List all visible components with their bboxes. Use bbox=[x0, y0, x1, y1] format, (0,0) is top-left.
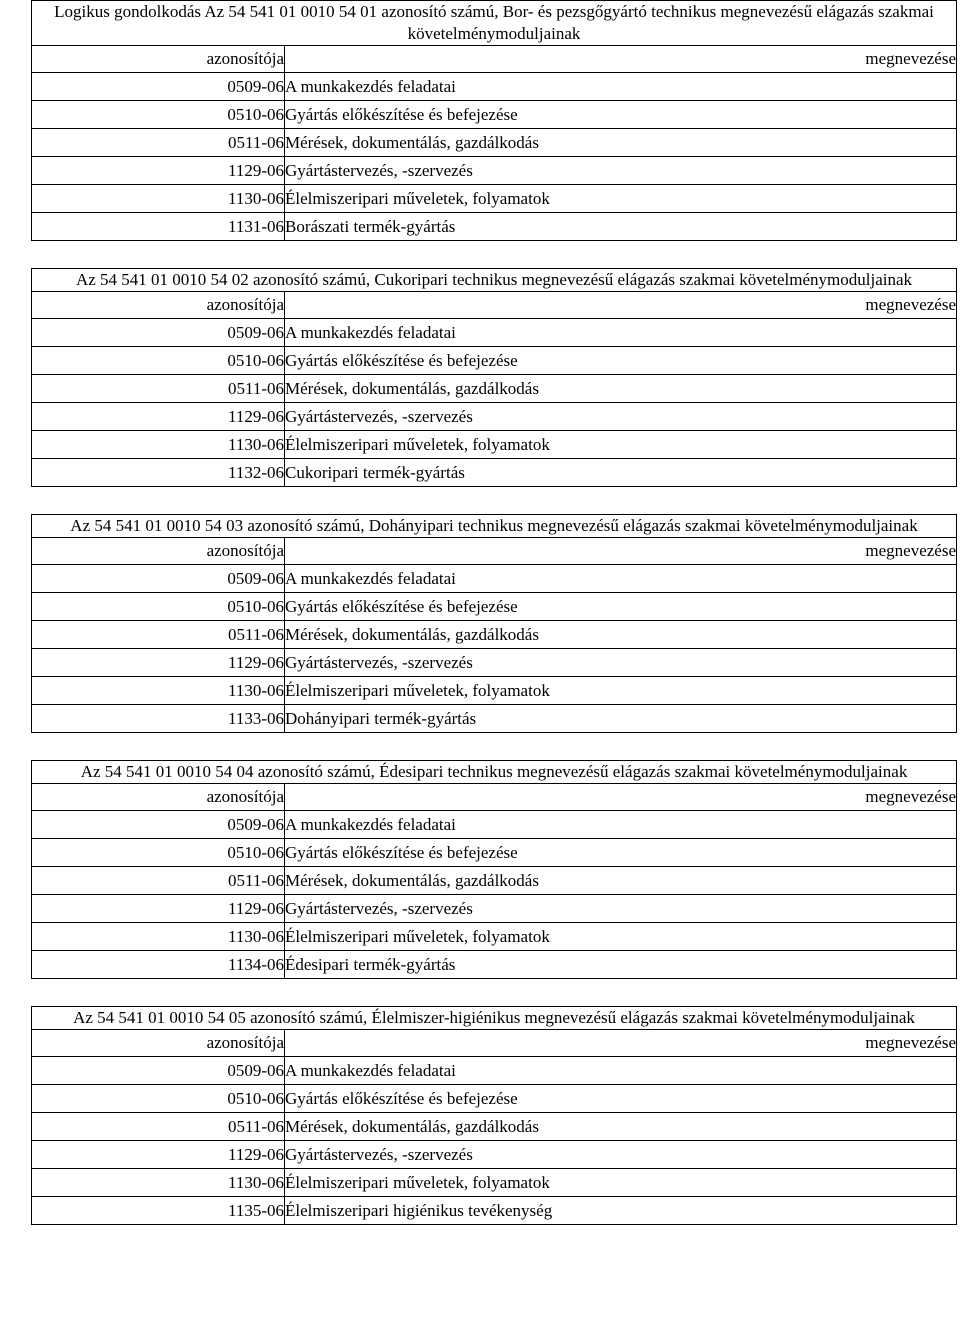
table-row bbox=[32, 1197, 957, 1225]
module-id-cell: 1133-06 bbox=[32, 705, 285, 733]
table-row bbox=[32, 593, 957, 621]
document-page bbox=[31, 0, 956, 1225]
table-header-row bbox=[32, 1030, 957, 1057]
module-id-cell: 1129-06 bbox=[32, 649, 285, 677]
table-header-row bbox=[32, 46, 957, 73]
table-title: Logikus gondolkodás Az 54 541 01 0010 54 01 azonosító számú, Bor- és pezsgőgyártó technikus megnevezésű elágazás szakmai követelménymoduljainak bbox=[32, 1, 957, 46]
table-title-row bbox=[32, 761, 957, 784]
table-title: Az 54 541 01 0010 54 05 azonosító számú, Élelmiszer-higiénikus megnevezésű elágazás szakmai követelménymoduljainak bbox=[32, 1007, 957, 1030]
module-id-cell: 1134-06 bbox=[32, 951, 285, 979]
module-id-cell: 1130-06 bbox=[32, 185, 285, 213]
table-title: Az 54 541 01 0010 54 02 azonosító számú, Cukoripari technikus megnevezésű elágazás szakmai követelménymoduljainak bbox=[32, 269, 957, 292]
table-row bbox=[32, 319, 957, 347]
table-title: Az 54 541 01 0010 54 03 azonosító számú, Dohányipari technikus megnevezésű elágazás szakmai követelménymoduljainak bbox=[32, 515, 957, 538]
module-name-cell: Gyártás előkészítése és befejezése bbox=[285, 839, 957, 867]
module-name-cell: A munkakezdés feladatai bbox=[285, 565, 957, 593]
module-id-cell: 1135-06 bbox=[32, 1197, 285, 1225]
table-row bbox=[32, 923, 957, 951]
module-name-cell: Mérések, dokumentálás, gazdálkodás bbox=[285, 129, 957, 157]
table-title-row bbox=[32, 1007, 957, 1030]
module-name-cell: Borászati termék-gyártás bbox=[285, 213, 957, 241]
module-name-cell: Mérések, dokumentálás, gazdálkodás bbox=[285, 1113, 957, 1141]
column-header-name: megnevezése bbox=[285, 46, 957, 73]
module-table bbox=[31, 760, 957, 979]
table-row bbox=[32, 431, 957, 459]
table-row bbox=[32, 185, 957, 213]
module-id-cell: 1130-06 bbox=[32, 431, 285, 459]
module-name-cell: Élelmiszeripari higiénikus tevékenység bbox=[285, 1197, 957, 1225]
module-id-cell: 1129-06 bbox=[32, 1141, 285, 1169]
table-spacer bbox=[31, 979, 956, 1006]
module-id-cell: 1130-06 bbox=[32, 677, 285, 705]
module-name-cell: Mérések, dokumentálás, gazdálkodás bbox=[285, 621, 957, 649]
table-spacer bbox=[31, 733, 956, 760]
module-name-cell: Gyártástervezés, -szervezés bbox=[285, 649, 957, 677]
module-name-cell: Gyártás előkészítése és befejezése bbox=[285, 347, 957, 375]
table-row bbox=[32, 1141, 957, 1169]
module-name-cell: Élelmiszeripari műveletek, folyamatok bbox=[285, 185, 957, 213]
module-name-cell: Gyártás előkészítése és befejezése bbox=[285, 1085, 957, 1113]
module-name-cell: Gyártástervezés, -szervezés bbox=[285, 403, 957, 431]
table-spacer bbox=[31, 241, 956, 268]
table-header-row bbox=[32, 784, 957, 811]
module-id-cell: 0509-06 bbox=[32, 1057, 285, 1085]
module-id-cell: 0511-06 bbox=[32, 1113, 285, 1141]
table-row bbox=[32, 157, 957, 185]
table-row bbox=[32, 867, 957, 895]
module-name-cell: Gyártás előkészítése és befejezése bbox=[285, 593, 957, 621]
table-row bbox=[32, 403, 957, 431]
table-row bbox=[32, 895, 957, 923]
module-id-cell: 0511-06 bbox=[32, 621, 285, 649]
table-row bbox=[32, 1113, 957, 1141]
module-id-cell: 0510-06 bbox=[32, 101, 285, 129]
table-row bbox=[32, 621, 957, 649]
table-row bbox=[32, 1169, 957, 1197]
module-id-cell: 0509-06 bbox=[32, 565, 285, 593]
module-id-cell: 1129-06 bbox=[32, 895, 285, 923]
column-header-name: megnevezése bbox=[285, 538, 957, 565]
column-header-name: megnevezése bbox=[285, 1030, 957, 1057]
module-id-cell: 0510-06 bbox=[32, 839, 285, 867]
column-header-id: azonosítója bbox=[32, 784, 285, 811]
module-name-cell: Gyártástervezés, -szervezés bbox=[285, 895, 957, 923]
table-row bbox=[32, 705, 957, 733]
module-name-cell: A munkakezdés feladatai bbox=[285, 811, 957, 839]
module-table bbox=[31, 514, 957, 733]
table-header-row bbox=[32, 292, 957, 319]
module-id-cell: 0510-06 bbox=[32, 347, 285, 375]
module-id-cell: 0510-06 bbox=[32, 1085, 285, 1113]
table-header-row bbox=[32, 538, 957, 565]
module-id-cell: 0511-06 bbox=[32, 129, 285, 157]
module-name-cell: Édesipari termék-gyártás bbox=[285, 951, 957, 979]
module-table bbox=[31, 0, 957, 241]
module-name-cell: Mérések, dokumentálás, gazdálkodás bbox=[285, 375, 957, 403]
module-id-cell: 1131-06 bbox=[32, 213, 285, 241]
module-name-cell: A munkakezdés feladatai bbox=[285, 1057, 957, 1085]
table-row bbox=[32, 649, 957, 677]
table-title-row bbox=[32, 269, 957, 292]
module-id-cell: 0511-06 bbox=[32, 375, 285, 403]
module-name-cell: Dohányipari termék-gyártás bbox=[285, 705, 957, 733]
column-header-id: azonosítója bbox=[32, 538, 285, 565]
table-title-row bbox=[32, 1, 957, 46]
table-row bbox=[32, 375, 957, 403]
column-header-name: megnevezése bbox=[285, 784, 957, 811]
table-row bbox=[32, 565, 957, 593]
column-header-id: azonosítója bbox=[32, 1030, 285, 1057]
module-name-cell: Élelmiszeripari műveletek, folyamatok bbox=[285, 431, 957, 459]
table-row bbox=[32, 73, 957, 101]
module-name-cell: Élelmiszeripari műveletek, folyamatok bbox=[285, 677, 957, 705]
module-table bbox=[31, 268, 957, 487]
module-id-cell: 1130-06 bbox=[32, 1169, 285, 1197]
module-name-cell: Gyártástervezés, -szervezés bbox=[285, 157, 957, 185]
column-header-name: megnevezése bbox=[285, 292, 957, 319]
module-name-cell: Cukoripari termék-gyártás bbox=[285, 459, 957, 487]
table-row bbox=[32, 347, 957, 375]
table-row bbox=[32, 839, 957, 867]
module-name-cell: A munkakezdés feladatai bbox=[285, 73, 957, 101]
module-id-cell: 0510-06 bbox=[32, 593, 285, 621]
table-row bbox=[32, 101, 957, 129]
table-row bbox=[32, 213, 957, 241]
module-id-cell: 0511-06 bbox=[32, 867, 285, 895]
module-id-cell: 0509-06 bbox=[32, 811, 285, 839]
module-id-cell: 1129-06 bbox=[32, 157, 285, 185]
module-id-cell: 1130-06 bbox=[32, 923, 285, 951]
table-row bbox=[32, 1085, 957, 1113]
module-name-cell: Élelmiszeripari műveletek, folyamatok bbox=[285, 923, 957, 951]
module-name-cell: Mérések, dokumentálás, gazdálkodás bbox=[285, 867, 957, 895]
module-name-cell: Gyártástervezés, -szervezés bbox=[285, 1141, 957, 1169]
module-id-cell: 0509-06 bbox=[32, 319, 285, 347]
module-id-cell: 1132-06 bbox=[32, 459, 285, 487]
table-spacer bbox=[31, 487, 956, 514]
table-row bbox=[32, 677, 957, 705]
column-header-id: azonosítója bbox=[32, 46, 285, 73]
table-row bbox=[32, 459, 957, 487]
module-id-cell: 1129-06 bbox=[32, 403, 285, 431]
table-title: Az 54 541 01 0010 54 04 azonosító számú, Édesipari technikus megnevezésű elágazás szakmai követelménymoduljainak bbox=[32, 761, 957, 784]
table-row bbox=[32, 129, 957, 157]
table-title-row bbox=[32, 515, 957, 538]
module-table bbox=[31, 1006, 957, 1225]
module-name-cell: Gyártás előkészítése és befejezése bbox=[285, 101, 957, 129]
table-row bbox=[32, 1057, 957, 1085]
column-header-id: azonosítója bbox=[32, 292, 285, 319]
module-id-cell: 0509-06 bbox=[32, 73, 285, 101]
module-name-cell: A munkakezdés feladatai bbox=[285, 319, 957, 347]
table-row bbox=[32, 811, 957, 839]
module-name-cell: Élelmiszeripari műveletek, folyamatok bbox=[285, 1169, 957, 1197]
table-row bbox=[32, 951, 957, 979]
